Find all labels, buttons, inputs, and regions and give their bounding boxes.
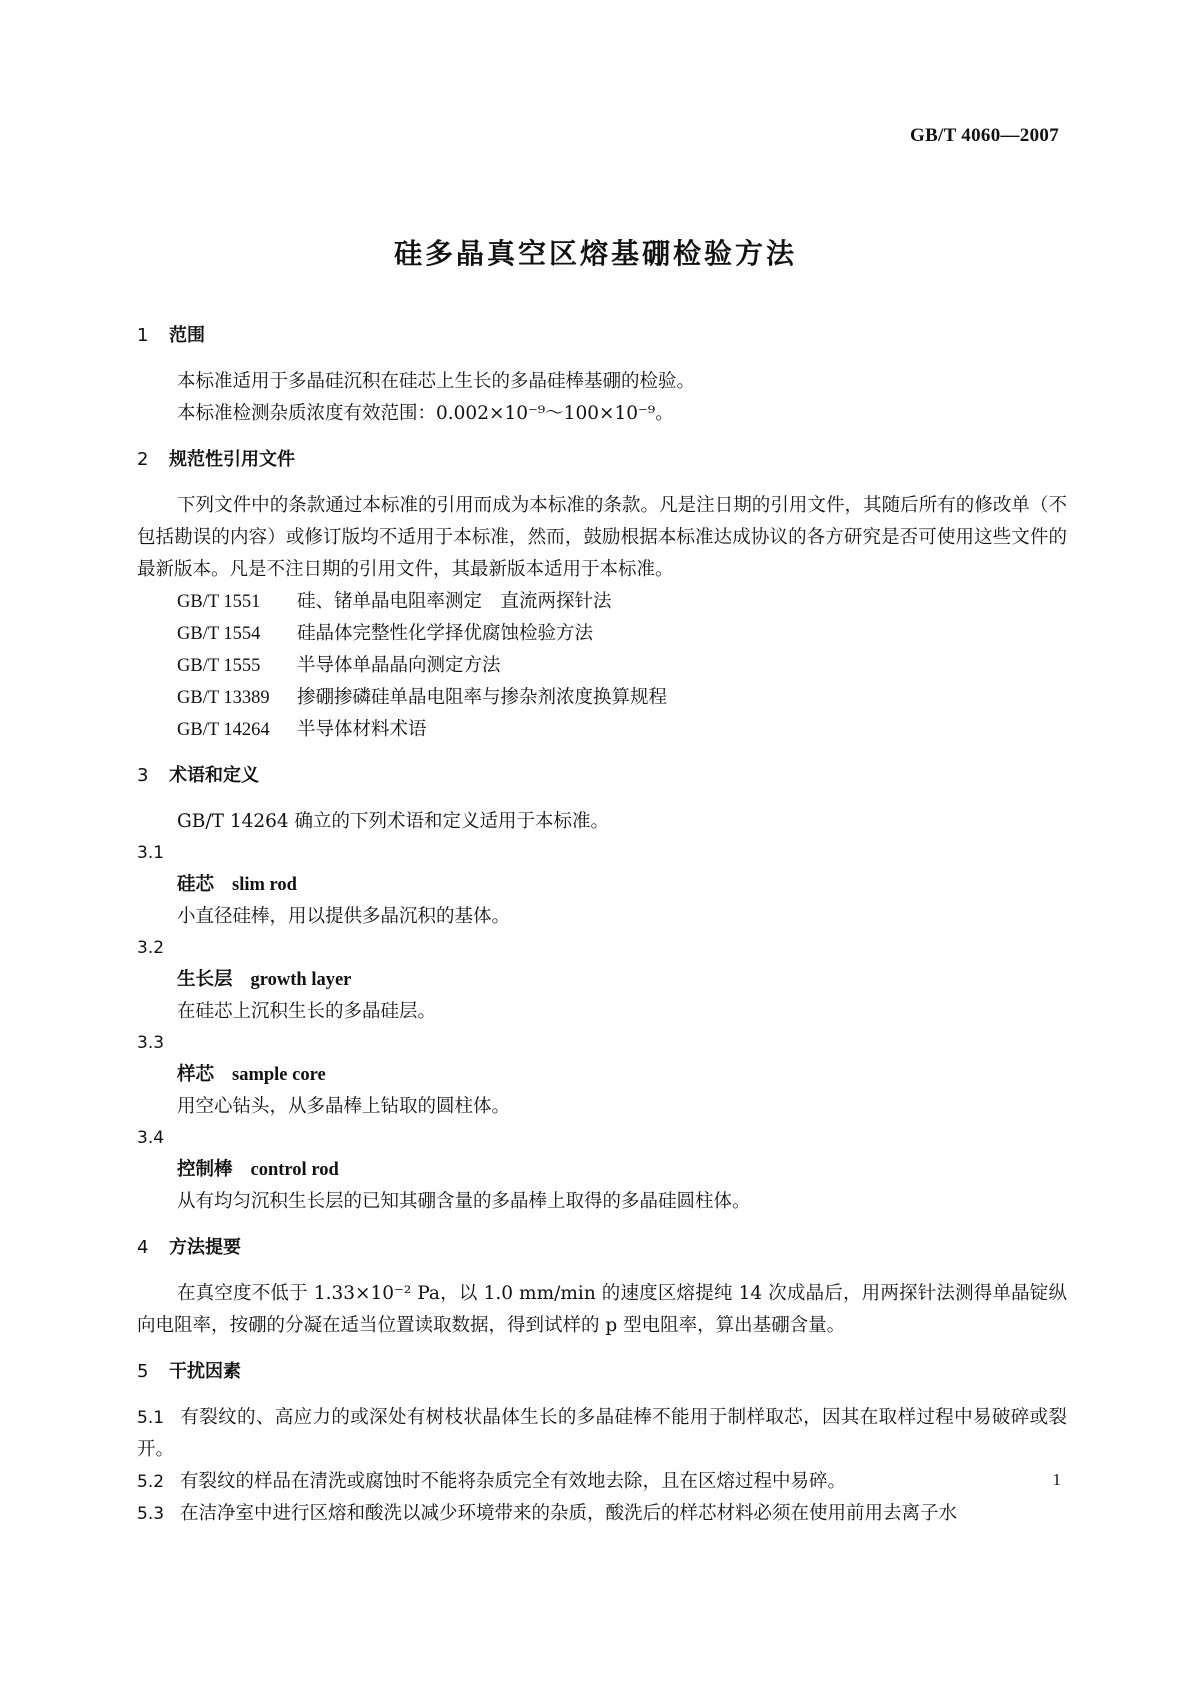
section-heading-5 [137, 1356, 1067, 1388]
clause [137, 1466, 1067, 1498]
clause-text: 有裂纹的样品在清洗或腐蚀时不能将杂质完全有效地去除，且在区熔过程中易碎。 [180, 1471, 847, 1492]
term-en: slim rod [232, 875, 297, 895]
section-number: 3 [137, 765, 149, 786]
term-en: control rod [250, 1160, 339, 1180]
reference-title: 掺硼掺磷硅单晶电阻率与掺杂剂浓度换算规程 [297, 687, 668, 708]
term-zh: 样芯 [177, 1064, 215, 1085]
paragraph: 本标准检测杂质浓度有效范围：0.002×10⁻⁹～100×10⁻⁹。 [177, 403, 674, 424]
reference-code: GB/T 14264 [177, 720, 270, 740]
reference-code: GB/T 1554 [177, 624, 261, 644]
section-title: 术语和定义 [169, 765, 259, 786]
term-number: 3.1 [137, 843, 165, 863]
reference-code: GB/T 1551 [177, 592, 261, 612]
reference-code: GB/T 1555 [177, 656, 261, 676]
term-definition: 在硅芯上沉积生长的多晶硅层。 [177, 1001, 437, 1022]
section-title: 范围 [169, 325, 205, 346]
term-heading [137, 1154, 1067, 1186]
term-number: 3.2 [137, 938, 165, 958]
term-en: growth layer [250, 970, 352, 990]
paragraph: 在真空度不低于 1.33×10⁻² Pa，以 1.0 mm/min 的速度区熔提纯 14 次成晶后，用两探针法测得单晶锭纵向电阻率，按硼的分凝在适当位置读取数据，得到试样的 p 型电阻率，算出基硼含量。 [137, 1283, 1067, 1336]
term-heading [137, 964, 1067, 996]
reference-title: 半导体单晶晶向测定方法 [297, 655, 501, 676]
clause [137, 1402, 1067, 1466]
term-definition: 用空心钻头，从多晶棒上钻取的圆柱体。 [177, 1096, 511, 1117]
reference-item [137, 650, 1067, 682]
reference-item [137, 714, 1067, 746]
clause-text: 在洁净室中进行区熔和酸洗以减少环境带来的杂质，酸洗后的样芯材料必须在使用前用去离子水 [180, 1503, 958, 1524]
reference-item [137, 618, 1067, 650]
clause-text: 有裂纹的、高应力的或深处有树枝状晶体生长的多晶硅棒不能用于制样取芯，因其在取样过程中易破碎或裂开。 [137, 1407, 1067, 1460]
reference-title: 硅、锗单晶电阻率测定 直流两探针法 [297, 591, 612, 612]
section-heading-2 [137, 444, 1067, 476]
reference-title: 半导体材料术语 [297, 719, 427, 740]
section-number: 1 [137, 325, 149, 346]
term-number: 3.3 [137, 1033, 165, 1053]
term-zh: 控制棒 [177, 1159, 233, 1180]
term-en: sample core [232, 1065, 326, 1085]
term-number: 3.4 [137, 1128, 165, 1148]
page-number: 1 [1052, 1470, 1061, 1489]
term-definition: 小直径硅棒，用以提供多晶沉积的基体。 [177, 906, 511, 927]
clause [137, 1498, 1067, 1530]
section-title: 规范性引用文件 [169, 449, 295, 470]
reference-code: GB/T 13389 [177, 688, 270, 708]
section-heading-3 [137, 760, 1067, 792]
document-title: 硅多晶真空区熔基硼检验方法 [393, 237, 797, 270]
term-zh: 硅芯 [177, 874, 215, 895]
term-heading [137, 1059, 1067, 1091]
clause-number: 5.3 [137, 1504, 165, 1524]
section-number: 5 [137, 1361, 149, 1382]
term-heading [137, 869, 1067, 901]
term-definition: 从有均匀沉积生长层的已知其硼含量的多晶棒上取得的多晶硅圆柱体。 [177, 1191, 751, 1212]
standard-code: GB/T 4060—2007 [909, 125, 1059, 146]
paragraph: 本标准适用于多晶硅沉积在硅芯上生长的多晶硅棒基硼的检验。 [177, 371, 696, 392]
clause-number: 5.1 [137, 1408, 165, 1428]
section-title: 干扰因素 [169, 1361, 241, 1382]
section-heading-4 [137, 1232, 1067, 1264]
document-body [137, 320, 1067, 1530]
section-title: 方法提要 [169, 1237, 241, 1258]
reference-item [137, 586, 1067, 618]
paragraph: GB/T 14264 确立的下列术语和定义适用于本标准。 [177, 811, 610, 832]
section-number: 4 [137, 1237, 149, 1258]
section-number: 2 [137, 449, 149, 470]
paragraph: 下列文件中的条款通过本标准的引用而成为本标准的条款。凡是注日期的引用文件，其随后所有的修改单（不包括勘误的内容）或修订版均不适用于本标准，然而，鼓励根据本标准达成协议的各方研究是否可使用这些文件的最新版本。凡是不注日期的引用文件，其最新版本适用于本标准。 [137, 495, 1067, 580]
clause-number: 5.2 [137, 1472, 165, 1492]
section-heading-1 [137, 320, 1067, 352]
reference-title: 硅晶体完整性化学择优腐蚀检验方法 [297, 623, 594, 644]
term-zh: 生长层 [177, 969, 233, 990]
reference-item [137, 682, 1067, 714]
